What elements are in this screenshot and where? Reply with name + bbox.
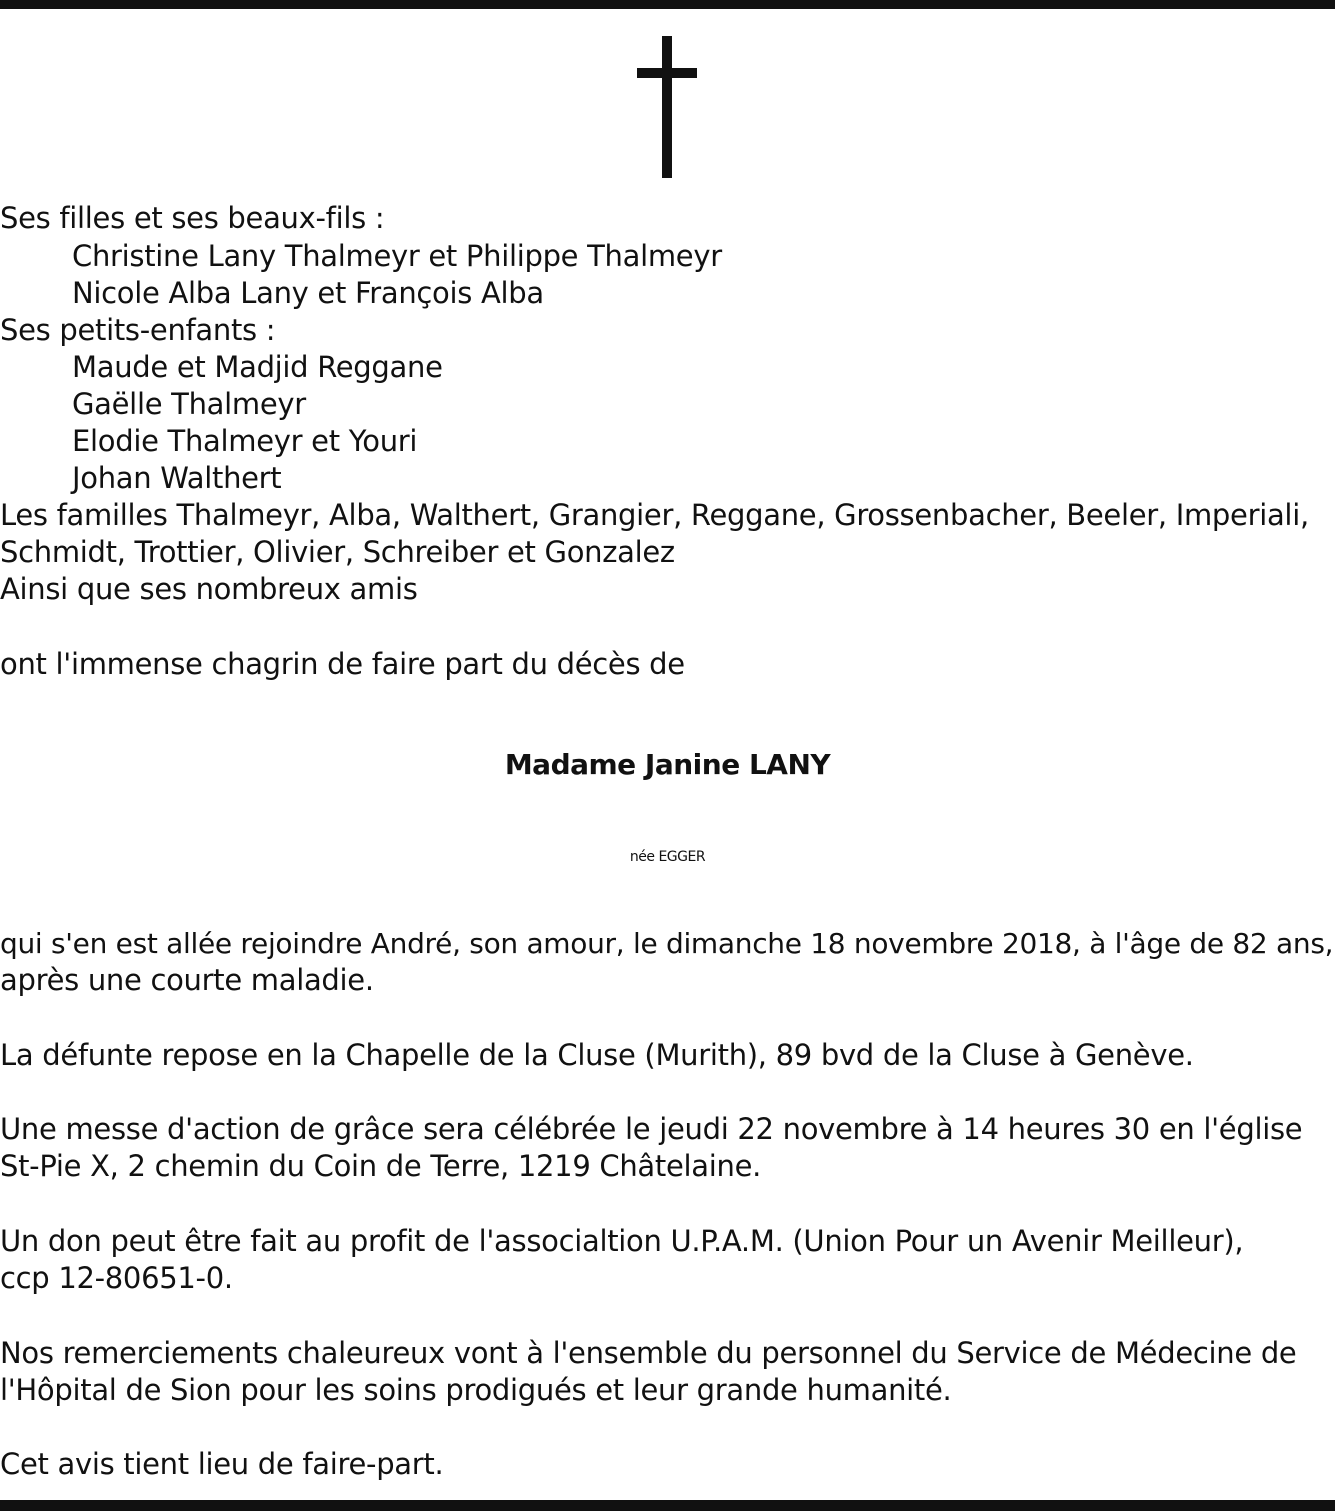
rest-line-1: La défunte repose en la Chapelle de la Cluse (Murith), 89 bvd de la Cluse à Genève. (0, 1038, 1194, 1072)
grandchild-line-2: Gaëlle Thalmeyr (72, 387, 306, 421)
grandchild-line-3: Elodie Thalmeyr et Youri (72, 424, 418, 458)
grandchild-line-1: Maude et Madjid Reggane (72, 350, 443, 384)
donation-line-1: Un don peut être fait au profit de l'associaltion U.P.A.M. (Union Pour un Avenir Meilleur), (0, 1224, 1244, 1258)
closing-line: Cet avis tient lieu de faire-part. (0, 1447, 444, 1481)
daughter-line-2: Nicole Alba Lany et François Alba (72, 276, 544, 310)
announcement-line: ont l'immense chagrin de faire part du décès de (0, 647, 685, 681)
thanks-line-2: l'Hôpital de Sion pour les soins prodigués et leur grande humanité. (0, 1373, 952, 1407)
deceased-name: Madame Janine LANY (504, 748, 831, 781)
passing-line-2: après une courte maladie. (0, 963, 374, 997)
grandchildren-heading: Ses petits-enfants : (0, 313, 276, 347)
families-line-1: Les familles Thalmeyr, Alba, Walthert, Grangier, Reggane, Grossenbacher, Beeler, Imperiali, (0, 498, 1309, 532)
mass-line-2: St-Pie X, 2 chemin du Coin de Terre, 1219 Châtelaine. (0, 1149, 762, 1183)
friends-line: Ainsi que ses nombreux amis (0, 572, 418, 606)
passing-line-1: qui s'en est allée rejoindre André, son amour, le dimanche 18 novembre 2018, à l'âge de 82 ans, (0, 927, 1334, 960)
families-line-2: Schmidt, Trottier, Olivier, Schreiber et Gonzalez (0, 535, 675, 569)
daughter-line-1: Christine Lany Thalmeyr et Philippe Thalmeyr (72, 239, 722, 273)
thanks-line-1: Nos remerciements chaleureux vont à l'ensemble du personnel du Service de Médecine de (0, 1336, 1297, 1370)
donation-line-2: ccp 12-80651-0. (0, 1261, 233, 1295)
maiden-name: née EGGER (629, 849, 706, 865)
latin-cross-icon (0, 0, 1335, 190)
grandchild-line-4: Johan Walthert (72, 461, 282, 495)
bottom-border-rule (0, 1500, 1335, 1511)
daughters-heading: Ses filles et ses beaux-fils : (0, 201, 385, 235)
mass-line-1: Une messe d'action de grâce sera célébrée le jeudi 22 novembre à 14 heures 30 en l'église (0, 1112, 1303, 1146)
